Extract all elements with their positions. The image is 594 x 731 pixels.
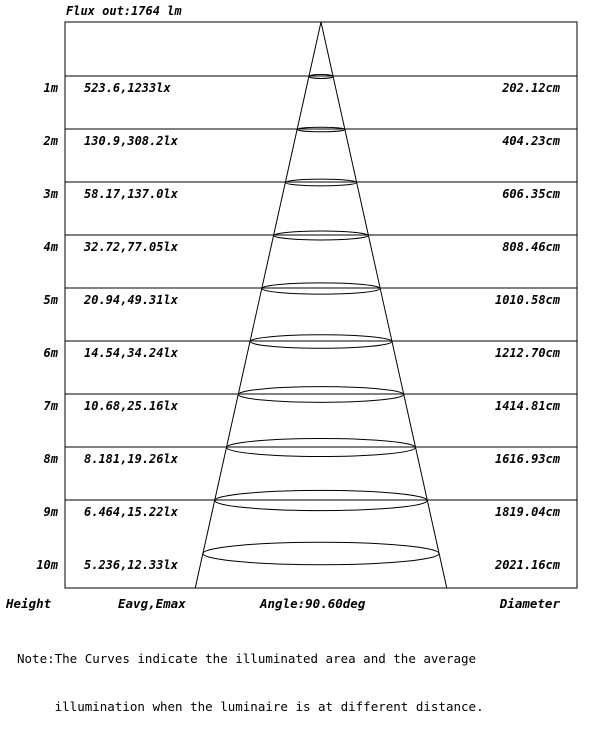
row-diameter: 1819.04cm <box>494 505 560 519</box>
row-diameter: 202.12cm <box>502 81 560 95</box>
row-diameter: 1616.93cm <box>494 452 560 466</box>
row-diameter: 1010.58cm <box>494 293 560 307</box>
row-eavg-emax: 8.181,19.26lx <box>84 452 178 466</box>
row-eavg-emax: 58.17,137.0lx <box>84 187 178 201</box>
row-diameter: 1212.70cm <box>494 346 560 360</box>
row-eavg-emax: 32.72,77.05lx <box>84 240 178 254</box>
row-diameter: 404.23cm <box>502 134 560 148</box>
row-height-label: 1m <box>43 81 58 95</box>
height-column-label: Height <box>6 596 52 611</box>
row-eavg-emax: 6.464,15.22lx <box>84 505 178 519</box>
row-eavg-emax: 523.6,1233lx <box>84 81 171 95</box>
row-height-label: 5m <box>43 293 58 307</box>
row-height-label: 6m <box>43 346 58 360</box>
beam-angle-label: Angle:90.60deg <box>260 596 366 611</box>
note-line-2: illumination when the luminaire is at different distance. <box>17 699 484 714</box>
flux-label: Flux out:1764 lm <box>66 4 182 18</box>
row-diameter: 606.35cm <box>502 187 560 201</box>
beam-cone <box>195 22 447 588</box>
row-height-label: 8m <box>43 452 58 466</box>
cone-right-edge <box>321 22 447 588</box>
row-height-label: 10m <box>36 558 58 572</box>
row-diameter: 808.46cm <box>502 240 560 254</box>
diameter-column-label: Diameter <box>499 596 560 611</box>
note-line-1: Note:The Curves indicate the illuminated area and the average <box>17 651 477 666</box>
cone-left-edge <box>195 22 321 588</box>
row-eavg-emax: 14.54,34.24lx <box>84 346 178 360</box>
row-height-label: 7m <box>43 399 58 413</box>
eavg-column-label: Eavg,Emax <box>118 596 186 611</box>
row-height-label: 4m <box>43 240 58 254</box>
row-diameter: 1414.81cm <box>494 399 560 413</box>
row-diameter: 2021.16cm <box>494 558 560 572</box>
row-height-label: 2m <box>43 134 58 148</box>
row-height-label: 3m <box>43 187 58 201</box>
row-eavg-emax: 10.68,25.16lx <box>84 399 178 413</box>
beam-ellipse <box>203 542 439 564</box>
row-eavg-emax: 130.9,308.2lx <box>84 134 178 148</box>
row-height-label: 9m <box>43 505 58 519</box>
note-text <box>17 619 589 731</box>
row-eavg-emax: 20.94,49.31lx <box>84 293 178 307</box>
row-labels <box>36 81 560 572</box>
row-eavg-emax: 5.236,12.33lx <box>84 558 178 572</box>
beam-ellipses <box>203 75 439 565</box>
